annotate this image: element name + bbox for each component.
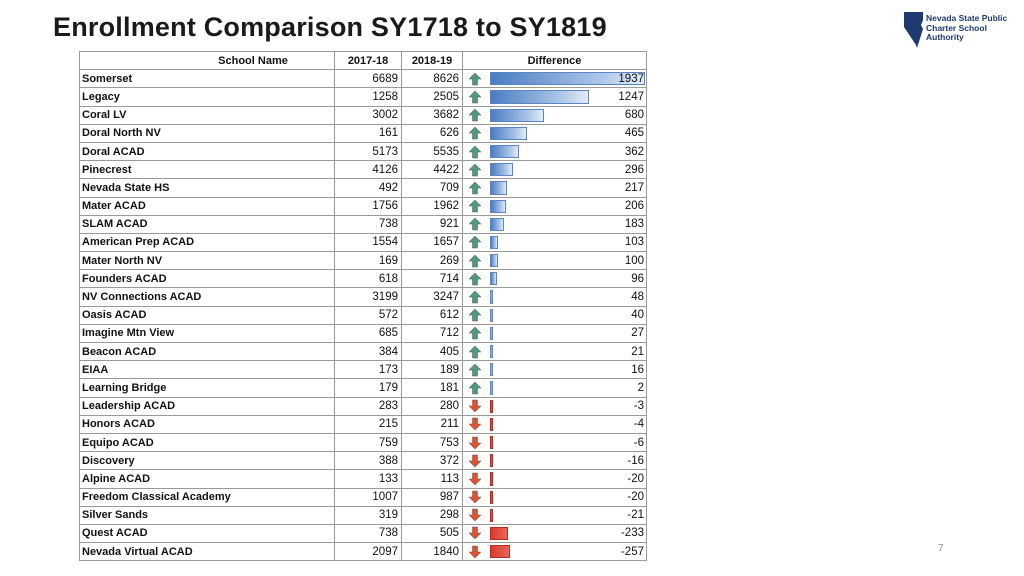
up-arrow-icon	[468, 145, 482, 159]
difference-value: 100	[624, 254, 644, 267]
school-name-cell: EIAA	[80, 361, 335, 379]
table-row	[80, 397, 647, 415]
difference-value: 1247	[618, 90, 644, 103]
trend-up-cell	[463, 324, 487, 342]
enrollment-2017-18-cell: 738	[335, 215, 402, 233]
school-name-cell: Nevada State HS	[80, 179, 335, 197]
up-arrow-icon	[468, 235, 482, 249]
difference-value: -20	[627, 491, 644, 504]
difference-cell	[487, 161, 647, 179]
enrollment-2017-18-cell: 215	[335, 415, 402, 433]
trend-up-cell	[463, 106, 487, 124]
up-arrow-icon	[468, 181, 482, 195]
difference-value: 217	[624, 181, 644, 194]
enrollment-2018-19-cell: 505	[402, 524, 463, 542]
table-row	[80, 543, 647, 561]
up-arrow-icon	[468, 254, 482, 268]
table-row	[80, 433, 647, 451]
school-name-cell: Honors ACAD	[80, 415, 335, 433]
down-arrow-icon	[468, 436, 482, 450]
enrollment-2017-18-cell: 283	[335, 397, 402, 415]
down-arrow-icon	[468, 490, 482, 504]
school-name-cell: NV Connections ACAD	[80, 288, 335, 306]
school-name-cell: Somerset	[80, 70, 335, 88]
school-name-cell: Founders ACAD	[80, 270, 335, 288]
enrollment-2017-18-cell: 6689	[335, 70, 402, 88]
difference-cell	[487, 524, 647, 542]
enrollment-2017-18-cell: 685	[335, 324, 402, 342]
enrollment-2018-19-cell: 1840	[402, 543, 463, 561]
down-arrow-icon	[468, 526, 482, 540]
school-name-cell: Mater ACAD	[80, 197, 335, 215]
table-row	[80, 88, 647, 106]
enrollment-2017-18-cell: 1756	[335, 197, 402, 215]
difference-cell	[487, 270, 647, 288]
logo-line-2: Charter School	[926, 22, 987, 33]
difference-value: -20	[627, 472, 644, 485]
enrollment-2017-18-cell: 1007	[335, 488, 402, 506]
trend-down-cell	[463, 543, 487, 561]
enrollment-2018-19-cell: 405	[402, 343, 463, 361]
difference-value: -233	[620, 527, 644, 540]
school-name-cell: Freedom Classical Academy	[80, 488, 335, 506]
trend-up-cell	[463, 142, 487, 160]
enrollment-2018-19-cell: 298	[402, 506, 463, 524]
school-name-cell: Equipo ACAD	[80, 433, 335, 451]
enrollment-2018-19-cell: 712	[402, 324, 463, 342]
difference-value: -21	[627, 509, 644, 522]
enrollment-2017-18-cell: 319	[335, 506, 402, 524]
school-name-cell: SLAM ACAD	[80, 215, 335, 233]
school-name-cell: Nevada Virtual ACAD	[80, 543, 335, 561]
difference-cell	[487, 506, 647, 524]
enrollment-2017-18-cell: 759	[335, 433, 402, 451]
school-name-cell: Mater North NV	[80, 252, 335, 270]
down-arrow-icon	[468, 545, 482, 559]
table-row	[80, 379, 647, 397]
table-row	[80, 324, 647, 342]
enrollment-2017-18-cell: 1554	[335, 233, 402, 251]
enrollment-2017-18-cell: 133	[335, 470, 402, 488]
table-row	[80, 470, 647, 488]
page-number: 7	[938, 543, 944, 554]
up-arrow-icon	[468, 217, 482, 231]
table-row	[80, 161, 647, 179]
enrollment-2018-19-cell: 1657	[402, 233, 463, 251]
trend-down-cell	[463, 397, 487, 415]
difference-value: 183	[624, 218, 644, 231]
difference-cell	[487, 306, 647, 324]
header-2018-19: 2018-19	[402, 52, 463, 70]
difference-value: -16	[627, 454, 644, 467]
enrollment-2018-19-cell: 753	[402, 433, 463, 451]
school-name-cell: Doral North NV	[80, 124, 335, 142]
up-arrow-icon	[468, 108, 482, 122]
enrollment-2017-18-cell: 169	[335, 252, 402, 270]
trend-up-cell	[463, 288, 487, 306]
school-name-cell: Oasis ACAD	[80, 306, 335, 324]
enrollment-2017-18-cell: 161	[335, 124, 402, 142]
header-difference: Difference	[463, 52, 647, 70]
enrollment-2018-19-cell: 612	[402, 306, 463, 324]
enrollment-2017-18-cell: 179	[335, 379, 402, 397]
school-name-cell: Pinecrest	[80, 161, 335, 179]
difference-value: 103	[624, 236, 644, 249]
difference-value: 40	[631, 309, 644, 322]
difference-value: 206	[624, 200, 644, 213]
table-row	[80, 343, 647, 361]
difference-cell	[487, 324, 647, 342]
difference-value: 2	[637, 381, 644, 394]
table-header-row	[80, 52, 647, 70]
school-name-cell: Discovery	[80, 452, 335, 470]
enrollment-2017-18-cell: 173	[335, 361, 402, 379]
enrollment-2017-18-cell: 3199	[335, 288, 402, 306]
difference-value: 1937	[618, 72, 644, 85]
table-row	[80, 361, 647, 379]
up-arrow-icon	[468, 90, 482, 104]
trend-down-cell	[463, 470, 487, 488]
difference-value: 21	[631, 345, 644, 358]
difference-cell	[487, 488, 647, 506]
difference-value: 465	[624, 127, 644, 140]
enrollment-2018-19-cell: 4422	[402, 161, 463, 179]
table-row	[80, 70, 647, 88]
table-row	[80, 124, 647, 142]
authority-logo	[903, 11, 1013, 51]
difference-value: 296	[624, 163, 644, 176]
enrollment-2017-18-cell: 4126	[335, 161, 402, 179]
table-row	[80, 288, 647, 306]
trend-up-cell	[463, 361, 487, 379]
nevada-state-shape-icon	[903, 11, 925, 49]
school-name-cell: Doral ACAD	[80, 142, 335, 160]
down-arrow-icon	[468, 508, 482, 522]
table-row	[80, 506, 647, 524]
up-arrow-icon	[468, 308, 482, 322]
school-name-cell: Silver Sands	[80, 506, 335, 524]
trend-up-cell	[463, 306, 487, 324]
difference-value: -257	[620, 545, 644, 558]
enrollment-2017-18-cell: 3002	[335, 106, 402, 124]
difference-cell	[487, 433, 647, 451]
school-name-cell: Beacon ACAD	[80, 343, 335, 361]
difference-cell	[487, 288, 647, 306]
table-row	[80, 306, 647, 324]
difference-value: 362	[624, 145, 644, 158]
difference-cell	[487, 233, 647, 251]
table-row	[80, 270, 647, 288]
difference-value: 27	[631, 327, 644, 340]
up-arrow-icon	[468, 381, 482, 395]
table-body	[80, 70, 647, 561]
school-name-cell: Legacy	[80, 88, 335, 106]
enrollment-2017-18-cell: 618	[335, 270, 402, 288]
trend-up-cell	[463, 379, 487, 397]
enrollment-2017-18-cell: 384	[335, 343, 402, 361]
enrollment-table	[79, 51, 647, 561]
school-name-cell: Learning Bridge	[80, 379, 335, 397]
school-name-cell: Imagine Mtn View	[80, 324, 335, 342]
enrollment-2018-19-cell: 113	[402, 470, 463, 488]
school-name-cell: Alpine ACAD	[80, 470, 335, 488]
difference-cell	[487, 470, 647, 488]
difference-cell	[487, 397, 647, 415]
table-row	[80, 233, 647, 251]
enrollment-2017-18-cell: 572	[335, 306, 402, 324]
difference-cell	[487, 415, 647, 433]
enrollment-2018-19-cell: 714	[402, 270, 463, 288]
enrollment-2018-19-cell: 1962	[402, 197, 463, 215]
enrollment-2018-19-cell: 269	[402, 252, 463, 270]
trend-down-cell	[463, 433, 487, 451]
enrollment-2017-18-cell: 1258	[335, 88, 402, 106]
table-row	[80, 215, 647, 233]
trend-up-cell	[463, 124, 487, 142]
up-arrow-icon	[468, 199, 482, 213]
table-row	[80, 452, 647, 470]
difference-cell	[487, 70, 647, 88]
school-name-cell: American Prep ACAD	[80, 233, 335, 251]
enrollment-2018-19-cell: 3682	[402, 106, 463, 124]
trend-up-cell	[463, 70, 487, 88]
enrollment-2017-18-cell: 5173	[335, 142, 402, 160]
table-row	[80, 415, 647, 433]
table-row	[80, 106, 647, 124]
school-name-cell: Leadership ACAD	[80, 397, 335, 415]
trend-down-cell	[463, 506, 487, 524]
down-arrow-icon	[468, 454, 482, 468]
trend-up-cell	[463, 179, 487, 197]
enrollment-2018-19-cell: 8626	[402, 70, 463, 88]
table-row	[80, 179, 647, 197]
trend-up-cell	[463, 88, 487, 106]
enrollment-2018-19-cell: 5535	[402, 142, 463, 160]
header-2017-18: 2017-18	[335, 52, 402, 70]
difference-value: 96	[631, 272, 644, 285]
enrollment-2018-19-cell: 280	[402, 397, 463, 415]
trend-up-cell	[463, 343, 487, 361]
difference-cell	[487, 361, 647, 379]
enrollment-2018-19-cell: 709	[402, 179, 463, 197]
trend-down-cell	[463, 452, 487, 470]
difference-cell	[487, 252, 647, 270]
up-arrow-icon	[468, 126, 482, 140]
difference-cell	[487, 215, 647, 233]
up-arrow-icon	[468, 290, 482, 304]
difference-value: 48	[631, 291, 644, 304]
trend-up-cell	[463, 197, 487, 215]
up-arrow-icon	[468, 326, 482, 340]
difference-value: 680	[624, 109, 644, 122]
difference-cell	[487, 142, 647, 160]
enrollment-2018-19-cell: 189	[402, 361, 463, 379]
up-arrow-icon	[468, 363, 482, 377]
down-arrow-icon	[468, 472, 482, 486]
trend-up-cell	[463, 215, 487, 233]
header-school-name: School Name	[80, 52, 335, 70]
trend-up-cell	[463, 270, 487, 288]
table-row	[80, 524, 647, 542]
table-row	[80, 142, 647, 160]
enrollment-2017-18-cell: 388	[335, 452, 402, 470]
school-name-cell: Quest ACAD	[80, 524, 335, 542]
difference-cell	[487, 124, 647, 142]
table-row	[80, 488, 647, 506]
enrollment-2018-19-cell: 987	[402, 488, 463, 506]
enrollment-2018-19-cell: 3247	[402, 288, 463, 306]
difference-value: -6	[633, 436, 644, 449]
enrollment-2018-19-cell: 211	[402, 415, 463, 433]
difference-cell	[487, 543, 647, 561]
enrollment-2018-19-cell: 2505	[402, 88, 463, 106]
table-row	[80, 197, 647, 215]
enrollment-2018-19-cell: 181	[402, 379, 463, 397]
down-arrow-icon	[468, 417, 482, 431]
table-row	[80, 252, 647, 270]
enrollment-2018-19-cell: 921	[402, 215, 463, 233]
difference-cell	[487, 179, 647, 197]
school-name-cell: Coral LV	[80, 106, 335, 124]
page-title: Enrollment Comparison SY1718 to SY1819	[53, 12, 607, 42]
difference-cell	[487, 379, 647, 397]
logo-line-1: Nevada State Public	[926, 13, 1008, 23]
difference-cell	[487, 343, 647, 361]
trend-down-cell	[463, 415, 487, 433]
up-arrow-icon	[468, 163, 482, 177]
trend-up-cell	[463, 233, 487, 251]
difference-cell	[487, 88, 647, 106]
enrollment-2017-18-cell: 2097	[335, 543, 402, 561]
enrollment-2018-19-cell: 372	[402, 452, 463, 470]
up-arrow-icon	[468, 72, 482, 86]
trend-up-cell	[463, 252, 487, 270]
down-arrow-icon	[468, 399, 482, 413]
up-arrow-icon	[468, 345, 482, 359]
difference-value: 16	[631, 363, 644, 376]
difference-cell	[487, 197, 647, 215]
difference-cell	[487, 452, 647, 470]
difference-cell	[487, 106, 647, 124]
difference-value: -4	[633, 418, 644, 431]
difference-value: -3	[633, 400, 644, 413]
logo-line-3: Authority	[926, 32, 964, 42]
trend-down-cell	[463, 488, 487, 506]
trend-down-cell	[463, 524, 487, 542]
up-arrow-icon	[468, 272, 482, 286]
enrollment-2017-18-cell: 492	[335, 179, 402, 197]
enrollment-2017-18-cell: 738	[335, 524, 402, 542]
trend-up-cell	[463, 161, 487, 179]
enrollment-2018-19-cell: 626	[402, 124, 463, 142]
